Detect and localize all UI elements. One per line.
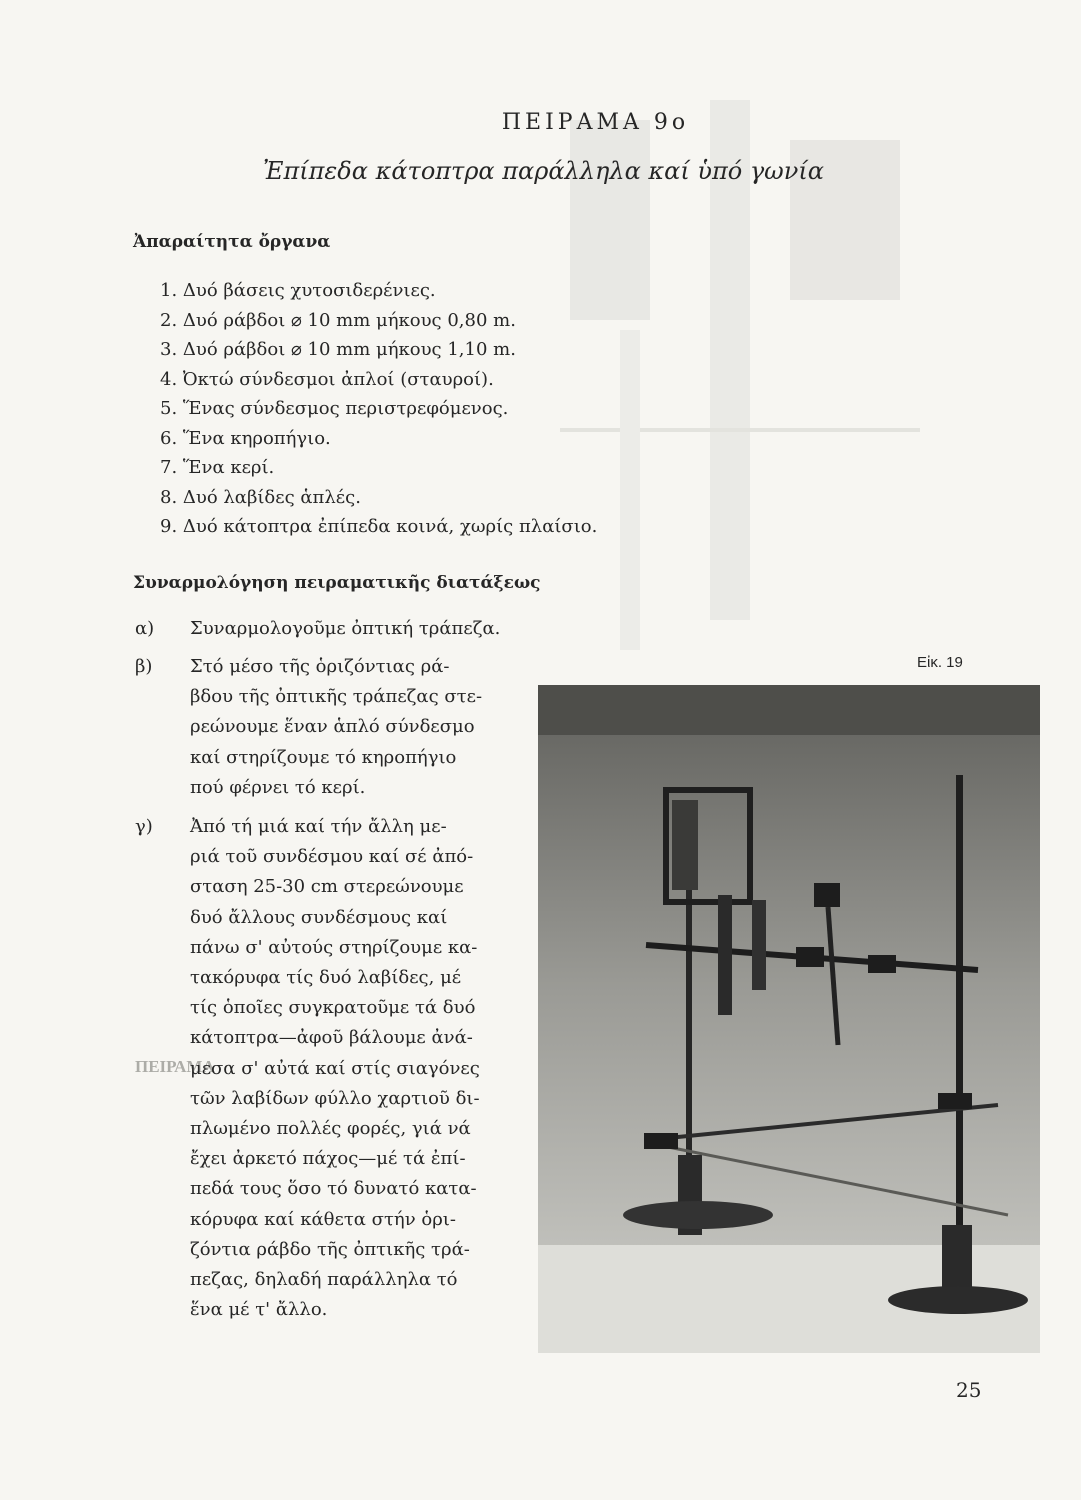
list-item: 9. Δυό κάτοπτρα ἐπίπεδα κοινά, χωρίς πλαίσιο. — [160, 516, 598, 537]
list-item: 3. Δυό ράβδοι ⌀ 10 mm μήκους 1,10 m. — [160, 339, 516, 360]
step-a-label: α) — [135, 618, 155, 639]
list-item: 7. Ἕνα κερί. — [160, 457, 275, 478]
equipment-list — [160, 276, 597, 542]
page-number: 25 — [956, 1378, 982, 1402]
step-c-label: γ) — [135, 816, 153, 837]
step-a-text: Συναρμολογοῦμε ὀπτική τράπεζα. — [190, 618, 501, 639]
bleed-through-text: ΠΕΙΡΑΜΑ — [135, 1057, 215, 1076]
step-b-text: Στό μέσο τῆς ὁριζόντιας ρά- βδου τῆς ὀπτικῆς τράπεζας στε- ρεώνουμε ἕναν ἁπλό σύνδεσμο καί στηρίζουμε τό κηροπήγιο πού φέρνει τό κερί. — [190, 656, 483, 798]
page-subtitle: Ἐπίπεδα κάτοπτρα παράλληλα καί ὑπό γωνία — [263, 157, 824, 185]
step-c-text: Ἀπό τή μιά καί τήν ἄλλη με- ριά τοῦ συνδέσμου καί σέ ἀπό- σταση 25-30 cm στερεώνουμε δυό ἄλλους συνδέσμους καί πάνω σ' αὐτούς στηρίζουμε κα- τακόρυφα τίς δυό λαβίδες, μέ τίς ὁποῖες συγκρατοῦμε τά δυό κάτοπτρα—ἀφοῦ βάλουμε ἀνά- μεσα σ' αὐτά καί στίς σιαγόνες τῶν λαβίδων φύλλο χαρτιοῦ δι- πλωμένο πολλές φορές, γιά νά ἔχει ἀρκετό πάχος—μέ τά ἐπί- πεδά τους ὅσο τό δυνατό κατα- κόρυφα καί κάθετα στήν ὁρι- ζόντια ράβδο τῆς ὀπτικῆς τρά- πεζας, δηλαδή παράλληλα τό ἕνα μέ τ' ἄλλο. — [190, 816, 480, 1321]
list-item: 2. Δυό ράβδοι ⌀ 10 mm μήκους 0,80 m. — [160, 309, 516, 331]
page-title: ΠΕΙΡΑΜΑ 9ο — [501, 110, 690, 135]
optical-bench-photo — [538, 685, 1040, 1353]
figure-photo — [538, 685, 1040, 1353]
step-b-label: β) — [135, 656, 153, 677]
assembly-heading: Συναρμολόγηση πειραματικῆς διατάξεως — [133, 573, 541, 593]
list-item: 5. Ἕνας σύνδεσμος περιστρεφόμενος. — [160, 398, 509, 419]
list-item: 1. Δυό βάσεις χυτοσιδερένιες. — [160, 280, 436, 301]
step-a — [135, 614, 555, 646]
figure-caption: Εἰκ. 19 — [917, 654, 963, 671]
list-item: 6. Ἕνα κηροπήγιο. — [160, 427, 331, 449]
list-item: 8. Δυό λαβίδες ἁπλές. — [160, 486, 361, 508]
equipment-heading: Ἀπαραίτητα ὄργανα — [133, 232, 331, 252]
step-b — [135, 652, 525, 807]
list-item: 4. Ὀκτώ σύνδεσμοι ἀπλοί (σταυροί). — [160, 368, 494, 390]
step-c — [135, 812, 525, 1332]
